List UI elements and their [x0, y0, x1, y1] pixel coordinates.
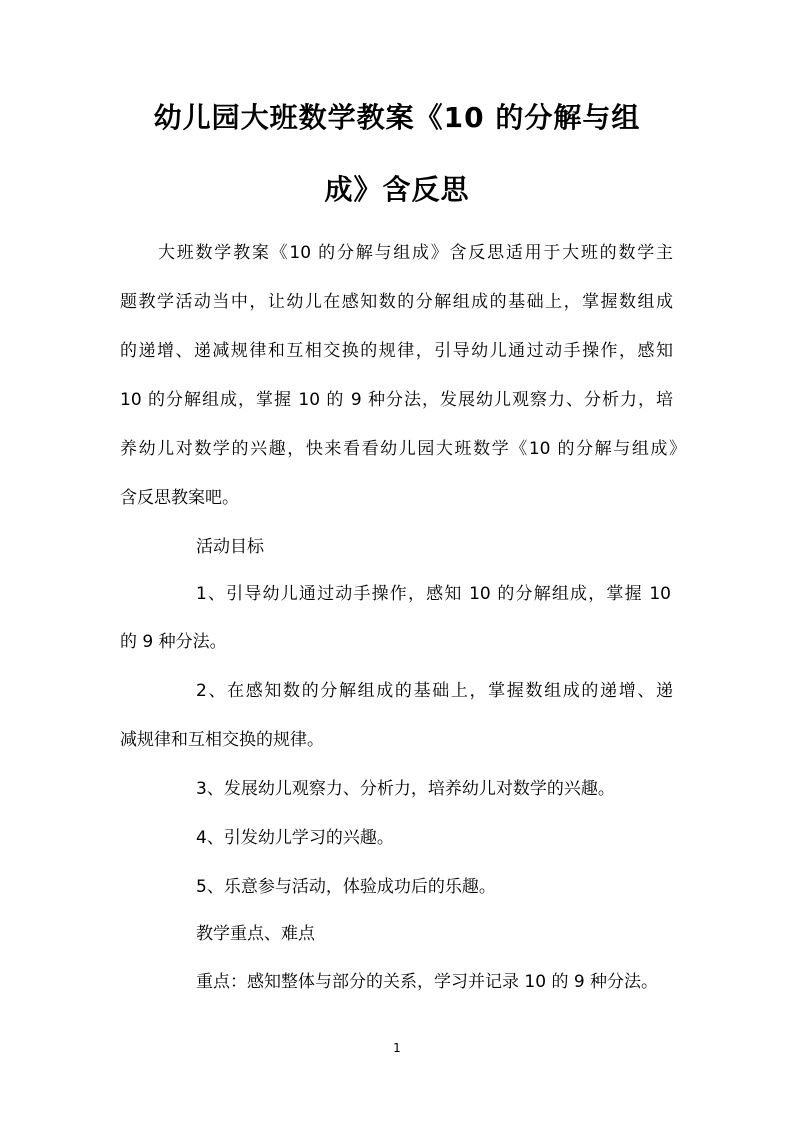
goal-1-line-1: 1、引导幼儿通过动手操作，感知 10 的分解组成，掌握 10	[196, 584, 671, 604]
goal-4: 4、引发幼儿学习的兴趣。	[196, 828, 394, 848]
intro-line-6: 含反思教案吧。	[120, 488, 239, 508]
document-title-line-1: 幼儿园大班数学教案《10 的分解与组	[153, 101, 641, 134]
intro-line-3: 的递增、递减规律和互相交换的规律，引导幼儿通过动手操作，感知	[120, 341, 673, 361]
intro-line-1: 大班数学教案《10 的分解与组成》含反思适用于大班的数学主	[158, 243, 673, 263]
goal-1-line-2: 的 9 种分法。	[120, 632, 227, 652]
section-heading-goals: 活动目标	[196, 537, 264, 557]
intro-line-4: 10 的分解组成，掌握 10 的 9 种分法，发展幼儿观察力、分析力，培	[120, 390, 673, 410]
section-heading-key-points: 教学重点、难点	[196, 924, 315, 944]
goal-3: 3、发展幼儿观察力、分析力，培养幼儿对数学的兴趣。	[196, 779, 615, 799]
goal-2-line-2: 减规律和互相交换的规律。	[120, 730, 324, 750]
key-point: 重点：感知整体与部分的关系，学习并记录 10 的 9 种分法。	[196, 972, 659, 992]
goal-5: 5、乐意参与活动，体验成功后的乐趣。	[196, 877, 496, 897]
goal-2-line-1: 2、在感知数的分解组成的基础上，掌握数组成的递增、递	[196, 681, 673, 701]
page-number: 1	[393, 1041, 401, 1055]
intro-line-2: 题教学活动当中，让幼儿在感知数的分解组成的基础上，掌握数组成	[120, 292, 673, 312]
intro-line-5: 养幼儿对数学的兴趣，快来看看幼儿园大班数学《10 的分解与组成》	[120, 439, 686, 459]
document-title-line-2: 成》含反思	[324, 173, 470, 206]
